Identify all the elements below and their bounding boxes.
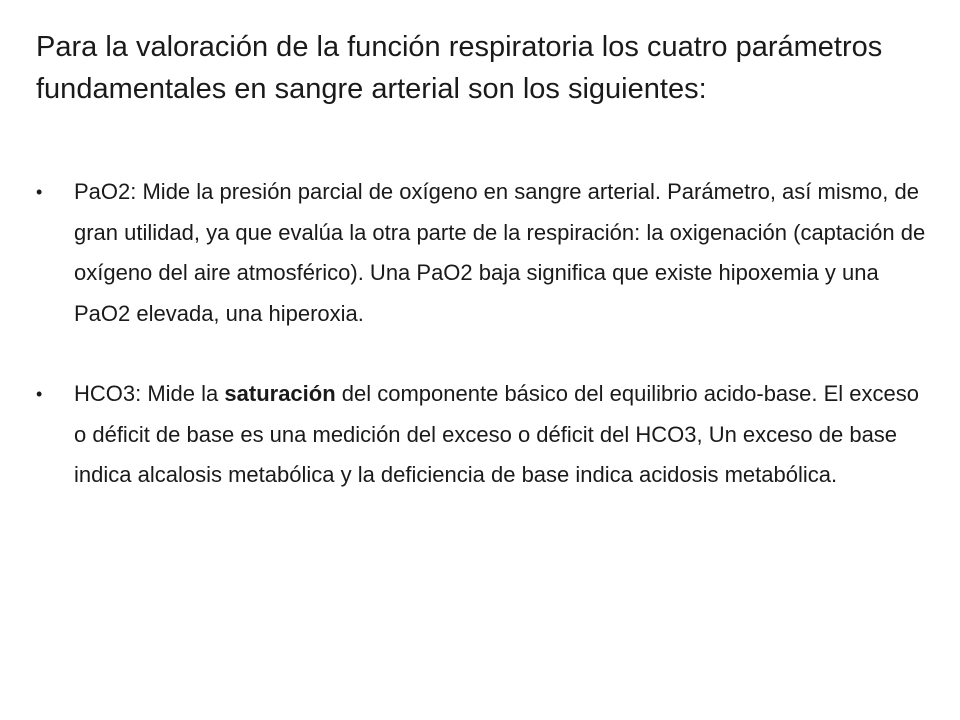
bullet-text-start: HCO3: Mide la (74, 381, 225, 406)
bullet-item-hco3 (36, 374, 926, 496)
bullet-text: PaO2: Mide la presión parcial de oxígeno en sangre arterial. Parámetro, así mismo, de gran utilidad, ya que evalúa la otra parte de la respiración: la oxigenación (captación de oxígeno del aire atmosférico). Una PaO2 baja significa que existe hipoxemia y una PaO2 elevada, una hiperoxia. (74, 179, 926, 326)
bullet-text-end: del componente básico del equilibrio acido-base. El exceso o déficit de base es una medición del exceso o déficit del HCO3, Un exceso de base indica alcalosis metabólica y la deficiencia de base indica acidosis metabólica. (74, 381, 920, 487)
bullet-icon: • (36, 384, 43, 404)
bullet-item-pao2 (36, 172, 926, 334)
slide-title: Para la valoración de la función respiratoria los cuatro parámetros fundamentales en sangre arterial son los siguientes: (36, 31, 883, 105)
bullet-text (74, 381, 919, 487)
bullet-text-bold: saturación (224, 381, 336, 406)
bullet-icon: • (36, 182, 43, 202)
bullet-list (36, 172, 926, 496)
